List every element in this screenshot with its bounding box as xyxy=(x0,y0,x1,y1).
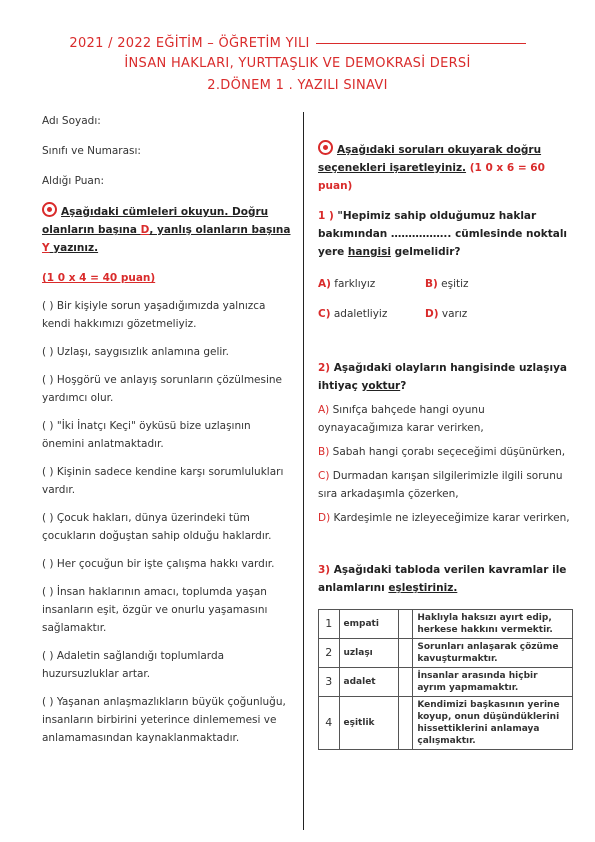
option-d[interactable]: D) Kardeşimle ne izleyeceğimize karar verirken, xyxy=(318,512,570,524)
tf-item[interactable]: ( ) Uzlaşı, saygısızlık anlamına gelir. xyxy=(42,346,229,358)
tf-instruction: Aşağıdaki cümleleri okuyun. Doğru olanların başına D, yanlış olanların başına Y yazınız. xyxy=(42,202,292,257)
row-number: 3 xyxy=(319,668,340,697)
student-info xyxy=(42,112,292,202)
row-number: 4 xyxy=(319,697,340,750)
mc-instruction: Aşağıdaki soruları okuyarak doğru seçenekleri işaretleyiniz. (1 0 x 6 = 60 puan) xyxy=(318,140,573,195)
tf-item[interactable]: ( ) Her çocuğun bir işte çalışma hakkı vardır. xyxy=(42,558,275,570)
tf-item[interactable]: ( ) "İki İnatçı Keçi" öyküsü bize uzlaşının önemini anlatmaktadır. xyxy=(42,420,251,450)
tf-item[interactable]: ( ) Çocuk hakları, dünya üzerindeki tüm çocukların doğuştan sahip olduğu haklardır. xyxy=(42,512,272,542)
question-1: 1 ) "Hepimiz sahip olduğumuz haklar bakımından …………….. cümlesinde noktalı yere hangisi gelmelidir? xyxy=(318,210,568,258)
column-divider xyxy=(303,112,304,830)
grade-label: Aldığı Puan: xyxy=(42,175,105,187)
option-b[interactable]: B) Sabah hangi çorabı seçeceğimi düşünürken, xyxy=(318,446,566,458)
tf-item[interactable]: ( ) Yaşanan anlaşmazlıkların büyük çoğunluğu, insanların birbirini yeterince dinlememesi ve anlamamasından kaynaklanmaktadır. xyxy=(42,696,286,744)
matching-row xyxy=(319,668,573,697)
question-1-options xyxy=(318,269,573,329)
matching-row xyxy=(319,639,573,668)
option-d[interactable]: D) varız xyxy=(425,308,468,320)
question-2: 2) Aşağıdaki olayların hangisinde uzlaşıya ihtiyaç yoktur? xyxy=(318,362,568,392)
matching-row xyxy=(319,610,573,639)
tf-item[interactable]: ( ) Hoşgörü ve anlayış sorunların çözülmesine yardımcı olur. xyxy=(42,374,283,404)
course-title: İNSAN HAKLARI, YURTTAŞLIK VE DEMOKRASİ DERSİ xyxy=(124,56,471,71)
concept-definition: İnsanlar arasında hiçbir ayrım yapmamaktır. xyxy=(413,668,573,697)
tf-item-list xyxy=(42,297,292,747)
matching-table xyxy=(318,609,573,750)
tf-points: (1 0 x 4 = 40 puan) xyxy=(42,272,156,284)
exam-title: 2.DÖNEM 1 . YAZILI SINAVI xyxy=(207,78,388,93)
title-underline xyxy=(316,43,526,44)
answer-box[interactable] xyxy=(398,610,412,639)
answer-box[interactable] xyxy=(398,697,412,750)
option-c[interactable]: C) Durmadan karışan silgilerimizle ilgili sorunu sıra arkadaşımla çözerken, xyxy=(318,470,563,500)
answer-box[interactable] xyxy=(398,668,412,697)
name-label: Adı Soyadı: xyxy=(42,115,101,127)
question-3: 3) Aşağıdaki tabloda verilen kavramlar ile anlamlarını eşleştiriniz. xyxy=(318,564,567,594)
concept-term: eşitlik xyxy=(339,697,398,750)
exam-year-title: 2021 / 2022 EĞİTİM – ÖĞRETİM YILI xyxy=(0,36,595,51)
target-icon xyxy=(42,202,57,217)
option-c[interactable]: C) adaletliyiz xyxy=(318,308,388,320)
tf-item[interactable]: ( ) İnsan haklarının amacı, toplumda yaşan insanların eşit, özgür ve onurlu yaşamasını sağlamaktır. xyxy=(42,586,268,634)
option-b[interactable]: B) eşitiz xyxy=(425,278,469,290)
class-label: Sınıfı ve Numarası: xyxy=(42,145,141,157)
tf-item[interactable]: ( ) Bir kişiyle sorun yaşadığımızda yalnızca kendi hakkımızı gözetmeliyiz. xyxy=(42,300,266,330)
question-2-options xyxy=(318,401,573,527)
row-number: 1 xyxy=(319,610,340,639)
option-a[interactable]: A) Sınıfça bahçede hangi oyunu oynayacağımıza karar verirken, xyxy=(318,404,485,434)
concept-term: adalet xyxy=(339,668,398,697)
tf-item[interactable]: ( ) Adaletin sağlandığı toplumlarda huzursuzluklar artar. xyxy=(42,650,225,680)
concept-definition: Sorunları anlaşarak çözüme kavuşturmaktır. xyxy=(413,639,573,668)
answer-box[interactable] xyxy=(398,639,412,668)
option-a[interactable]: A) farklıyız xyxy=(318,278,376,290)
right-column xyxy=(318,140,573,750)
concept-term: uzlaşı xyxy=(339,639,398,668)
matching-row xyxy=(319,697,573,750)
tf-item[interactable]: ( ) Kişinin sadece kendine karşı sorumlulukları vardır. xyxy=(42,466,284,496)
left-column xyxy=(42,112,292,747)
target-icon xyxy=(318,140,333,155)
concept-definition: Kendimizi başkasının yerine koyup, onun düşündüklerini hissettiklerini anlamaya çalışmaktır. xyxy=(413,697,573,750)
concept-term: empati xyxy=(339,610,398,639)
concept-definition: Haklıyla haksızı ayırt edip, herkese hakkını vermektir. xyxy=(413,610,573,639)
row-number: 2 xyxy=(319,639,340,668)
